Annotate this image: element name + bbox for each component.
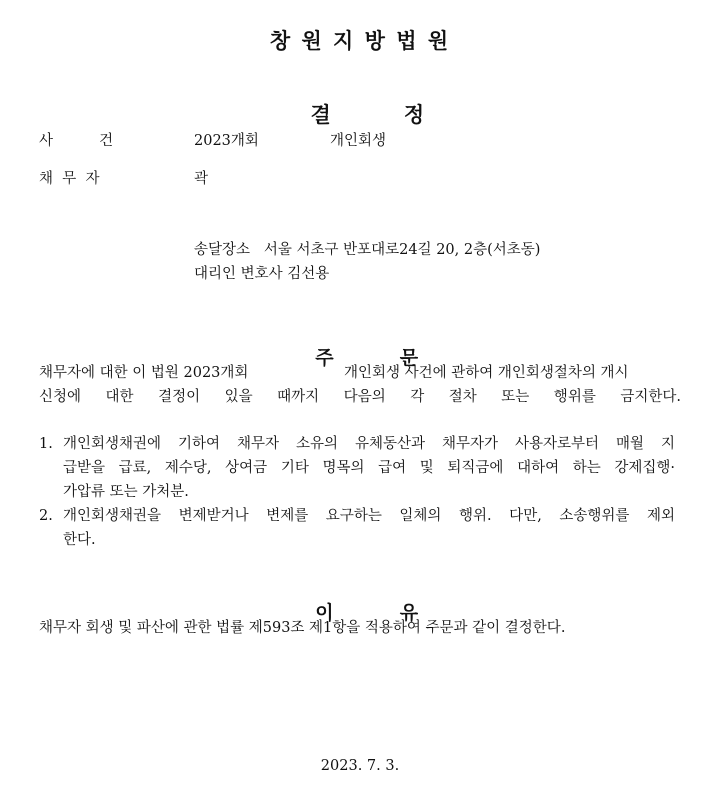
document-type-title: 결 정 [310, 103, 425, 127]
order-intro-line2: 신청에 대한 결정이 있을 때까지 다음의 각 절차 또는 행위를 금지한다. [39, 389, 681, 405]
debtor-label: 채 무 자 [39, 171, 100, 187]
reason-heading: 이 유 [315, 602, 419, 624]
order-item-line: 급받을 급료, 제수당, 상여금 기타 명목의 급여 및 퇴직금에 대하여 하는 강제집행· [63, 460, 675, 476]
debtor-address: 송달장소 서울 서초구 반포대로24길 20, 2층(서초동) [194, 242, 541, 258]
reason-text: 채무자 회생 및 파산에 관한 법률 제593조 제1항을 적용하여 주문과 같이 결정한다. [39, 620, 566, 636]
order-intro-line1-b: 개인회생 사건에 관하여 개인회생절차의 개시 [344, 365, 629, 381]
order-item-line: 한다. [63, 532, 96, 548]
order-intro-line1-a: 채무자에 대한 이 법원 2023개회 [39, 365, 249, 381]
decision-date: 2023. 7. 3. [320, 758, 400, 774]
court-name: 창 원 지 방 법 원 [269, 29, 451, 53]
case-number: 2023개회 [194, 133, 259, 149]
order-item-2 [39, 504, 675, 552]
order-heading: 주 문 [315, 347, 419, 369]
order-item-line: 개인회생채권을 변제받거나 변제를 요구하는 일체의 행위. 다만, 소송행위를 제외 [63, 508, 675, 524]
case-label: 사 건 [39, 133, 114, 149]
order-item-line: 개인회생채권에 기하여 채무자 소유의 유체동산과 채무자가 사용자로부터 매월 지 [63, 436, 675, 452]
order-item-number: 2. [39, 508, 53, 524]
order-item-number: 1. [39, 436, 53, 452]
debtor-name: 곽 [194, 171, 209, 187]
case-type: 개인회생 [330, 133, 387, 149]
order-item-1 [39, 432, 675, 504]
debtor-agent: 대리인 변호사 김선용 [194, 266, 330, 282]
order-item-line: 가압류 또는 가처분. [63, 484, 189, 500]
